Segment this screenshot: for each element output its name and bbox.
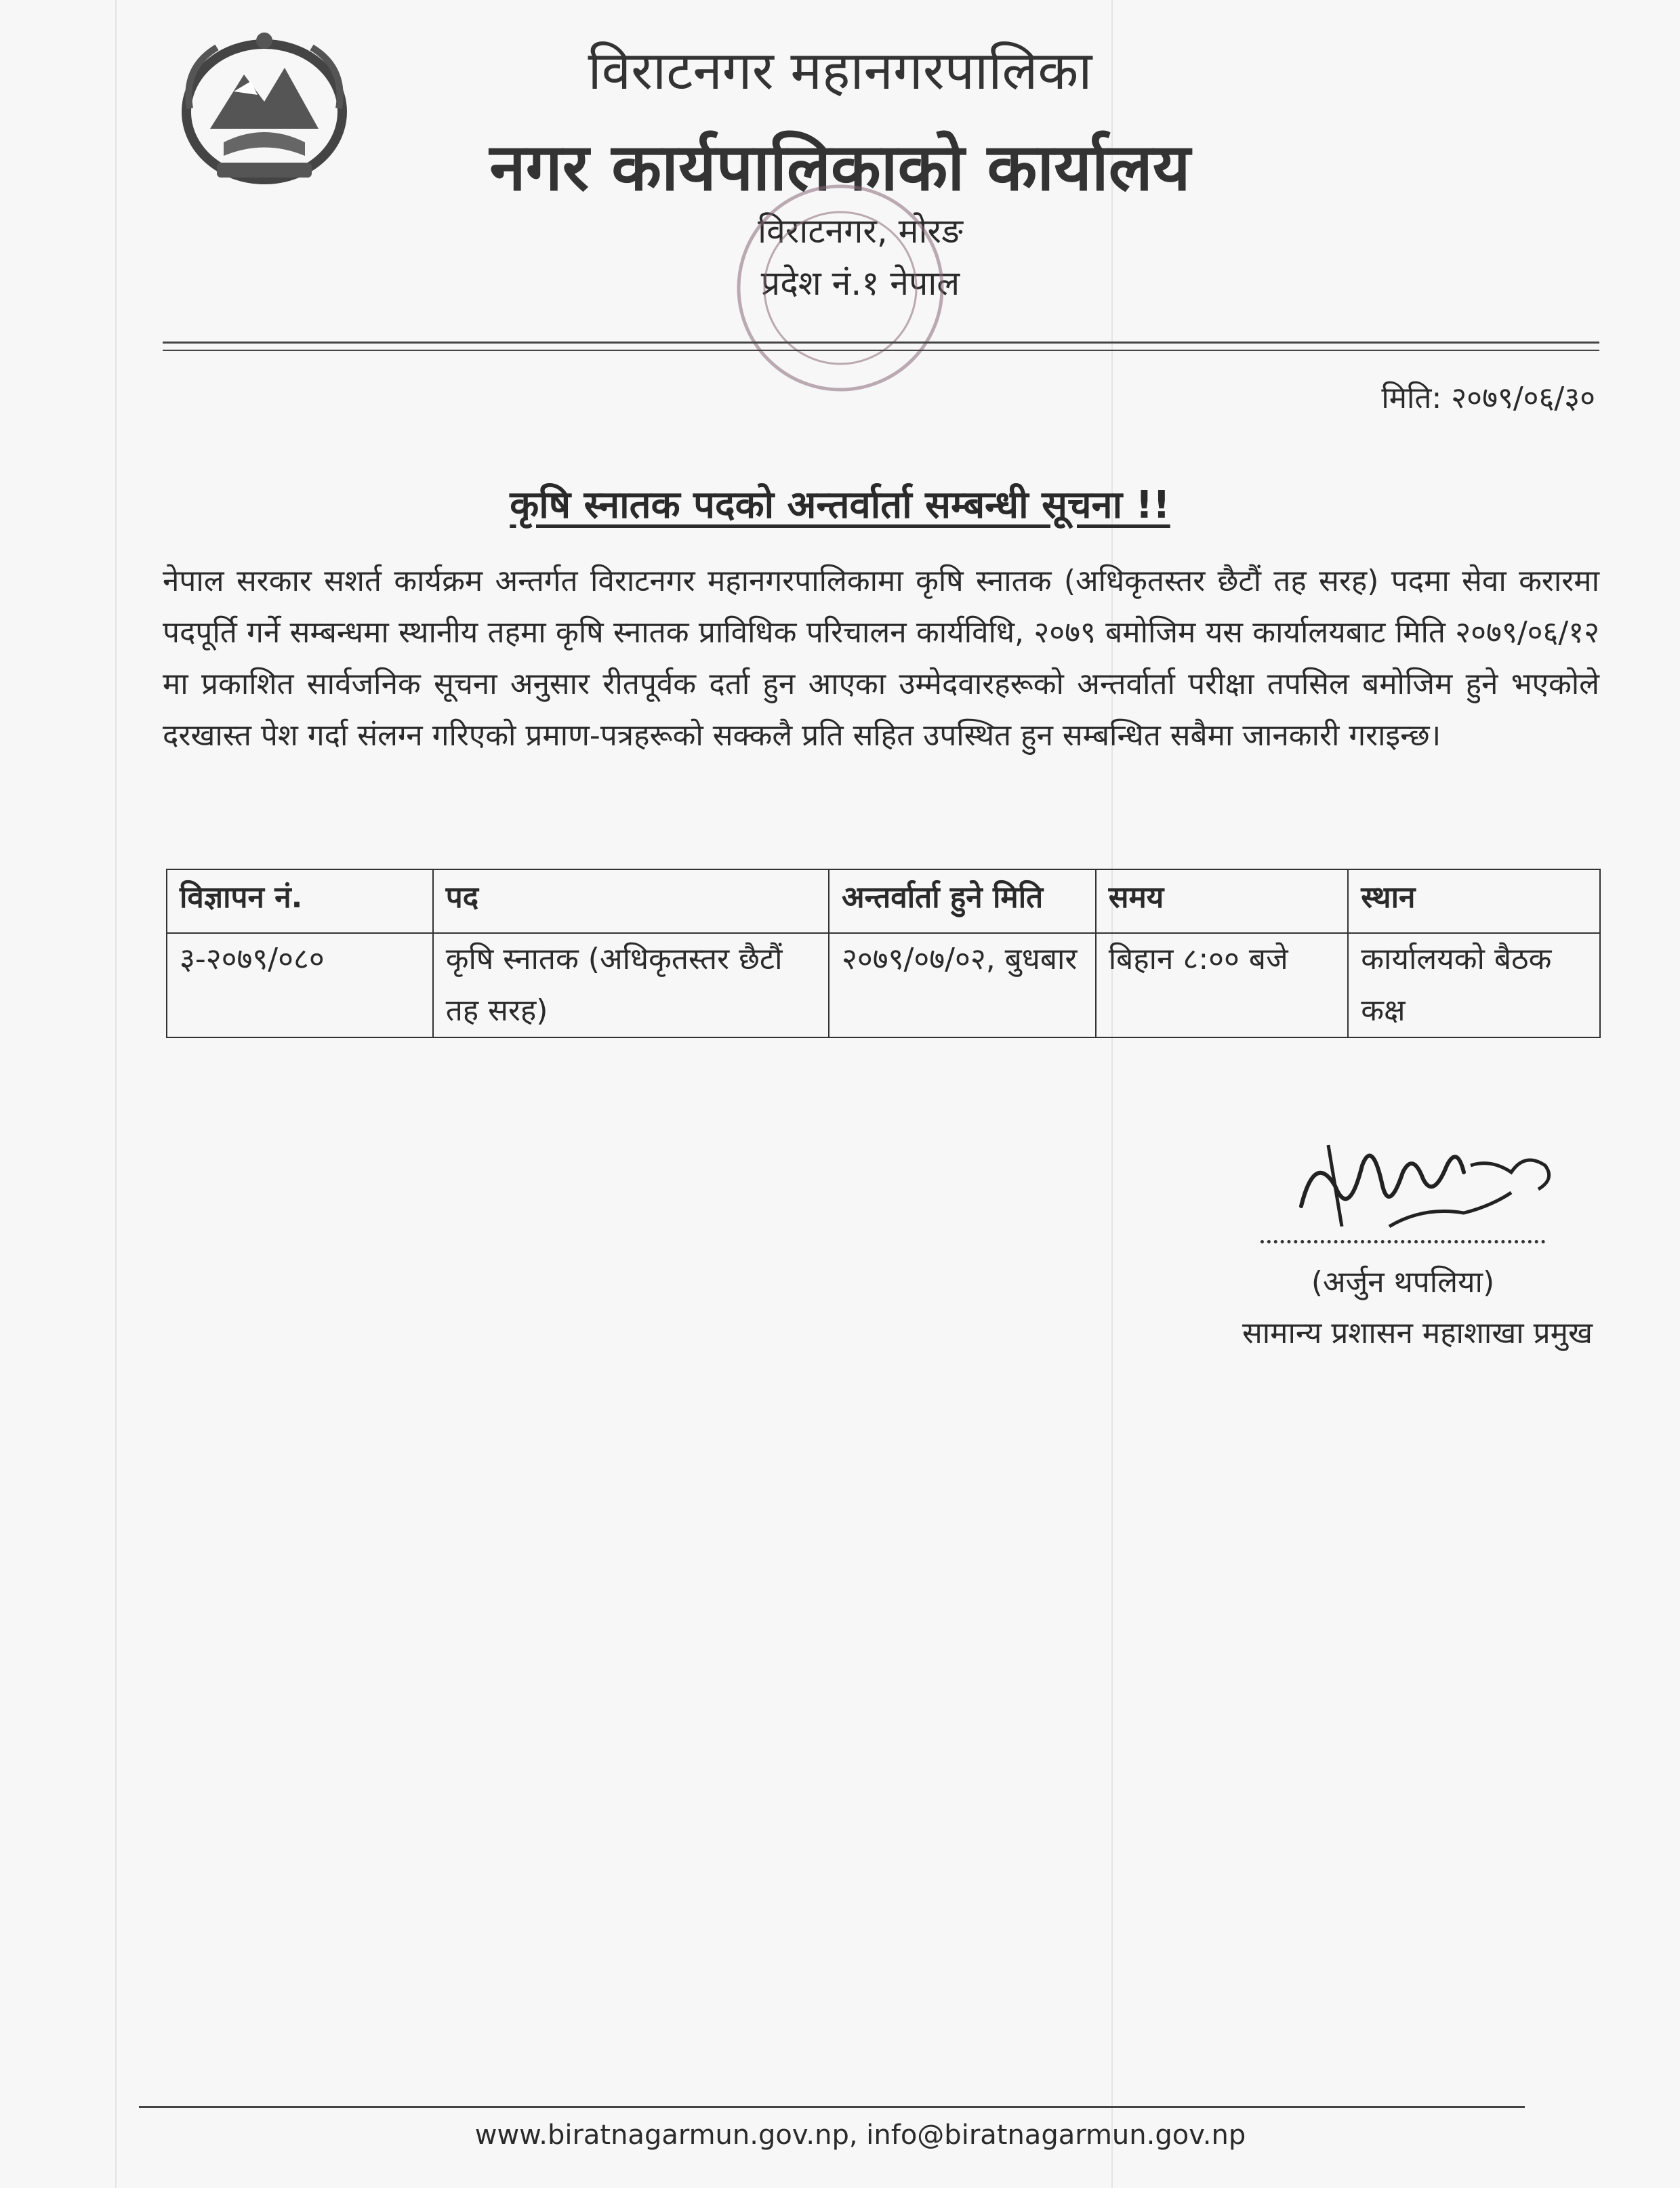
signatory-title: सामान्य प्रशासन महाशाखा प्रमुख xyxy=(1242,1316,1593,1350)
notice-body: नेपाल सरकार सशर्त कार्यक्रम अन्तर्गत विराटनगर महानगरपालिकामा कृषि स्नातक (अधिकृतस्तर छैटौं तह सरह) पदमा सेवा करारमा पदपूर्ति गर्ने सम्बन्धमा स्थानीय तहमा कृषि स्नातक प्राविधिक परिचालन कार्यविधि, २०७९ बमोजिम यस कार्यालयबाट मिति २०७९/०६/१२ मा प्रकाशित सार्वजनिक सूचना अनुसार रीतपूर्वक दर्ता हुन आएका उम्मेदवारहरूको अन्तर्वार्ता परीक्षा तपसिल बमोजिम हुने भएकोले दरखास्त पेश गर्दा संलग्न गरिएको प्रमाण-पत्रहरूको सक्कलै प्रति सहित उपस्थित हुन सम्बन्धित सबैमा जानकारी गराइन्छ। xyxy=(163,564,1599,753)
interview-schedule-table xyxy=(166,869,1601,1038)
handwritten-signature-icon xyxy=(1288,1125,1572,1247)
cell-interview-date: २०७९/०७/०२, बुधबार xyxy=(829,933,1096,1037)
header-divider xyxy=(163,342,1599,344)
scan-line xyxy=(1111,0,1113,2188)
footer-divider xyxy=(139,2106,1525,2108)
cell-venue: कार्यालयको बैठक कक्ष xyxy=(1348,933,1600,1037)
office-name: नगर कार्यपालिकाको कार्यालय xyxy=(489,129,1191,205)
table-row xyxy=(167,933,1600,1037)
signature-line xyxy=(1261,1240,1545,1243)
scan-line xyxy=(115,0,117,2188)
cell-ad-number: ३-२०७९/०८० xyxy=(167,933,433,1037)
signatory-name: (अर्जुन थपलिया) xyxy=(1311,1265,1495,1300)
address-line1: विराटनगर, मोरङ xyxy=(758,211,963,251)
footer-contact: www.biratnagarmun.gov.np, info@biratnagarmun.gov.np xyxy=(474,2120,1246,2151)
cell-post: कृषि स्नातक (अधिकृतस्तर छैटौं तह सरह) xyxy=(433,933,829,1037)
header-divider xyxy=(163,350,1599,351)
col-header-post: पद xyxy=(433,869,829,933)
cell-time: बिहान ८:०० बजे xyxy=(1096,933,1349,1037)
col-header-venue: स्थान xyxy=(1348,869,1600,933)
col-header-ad-number: विज्ञापन नं. xyxy=(167,869,433,933)
municipality-name: विराटनगर महानगरपालिका xyxy=(588,41,1092,102)
notice-title: कृषि स्नातक पदको अन्तर्वार्ता सम्बन्धी सूचना !! xyxy=(510,483,1170,527)
office-stamp-icon xyxy=(698,173,983,417)
issue-date: मिति: २०७९/०६/३० xyxy=(1381,381,1595,415)
col-header-interview-date: अन्तर्वार्ता हुने मिति xyxy=(829,869,1096,933)
table-header-row xyxy=(167,869,1600,933)
col-header-time: समय xyxy=(1096,869,1349,933)
address-line2: प्रदेश नं.१ नेपाल xyxy=(760,264,960,303)
